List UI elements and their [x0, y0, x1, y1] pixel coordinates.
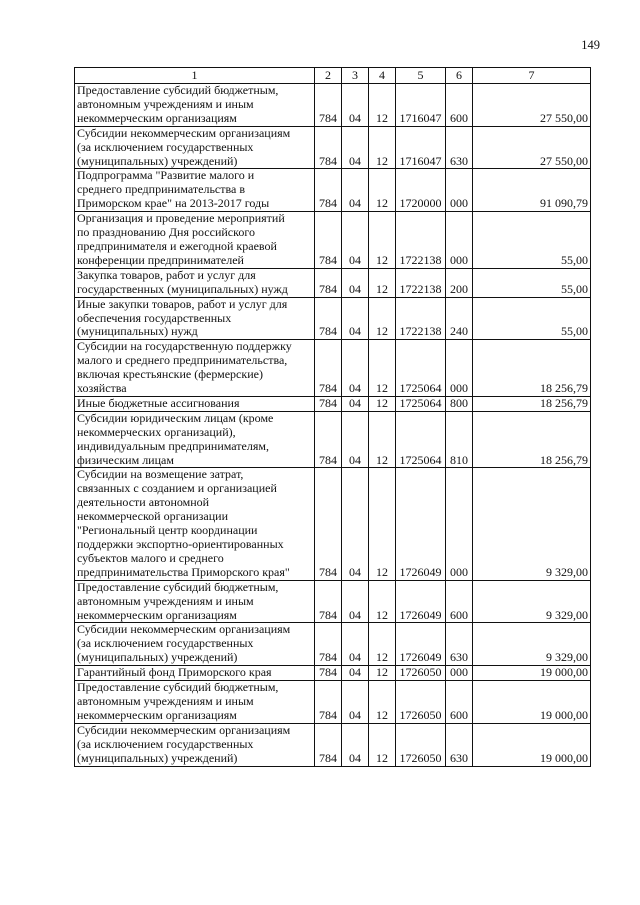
table-row — [75, 468, 591, 580]
item-name-line: некоммерческим организациям — [77, 707, 237, 722]
amount-cell: 55,00 — [473, 297, 591, 340]
item-name-line: (муниципальных) учреждений) — [77, 153, 238, 168]
item-name-cell — [75, 580, 315, 623]
admin-code-cell: 784 — [315, 268, 342, 297]
target-article-cell: 1722138 — [396, 297, 446, 340]
expense-type-cell: 240 — [446, 297, 473, 340]
subsection-cell: 12 — [369, 169, 396, 212]
admin-code-cell: 784 — [315, 396, 342, 411]
table-row — [75, 212, 591, 269]
item-name-line: предпринимателя и ежегодной краевой — [77, 238, 277, 253]
item-name-line: связанных с созданием и организацией — [77, 481, 277, 496]
item-name-cell — [75, 396, 315, 411]
subsection-cell: 12 — [369, 580, 396, 623]
section-cell: 04 — [342, 169, 369, 212]
item-name-line: Гарантийный фонд Приморского края — [77, 665, 272, 680]
table-row — [75, 268, 591, 297]
section-cell: 04 — [342, 396, 369, 411]
admin-code-cell: 784 — [315, 580, 342, 623]
section-cell: 04 — [342, 268, 369, 297]
expense-type-cell: 600 — [446, 580, 473, 623]
amount-cell: 9 329,00 — [473, 580, 591, 623]
item-name-line: Субсидии некоммерческим организациям — [77, 723, 291, 737]
item-name-line: Предоставление субсидий бюджетным, — [77, 680, 279, 695]
item-name-cell — [75, 411, 315, 468]
admin-code-cell: 784 — [315, 681, 342, 724]
subsection-cell: 12 — [369, 396, 396, 411]
expense-type-cell: 000 — [446, 666, 473, 681]
section-cell: 04 — [342, 681, 369, 724]
amount-cell: 9 329,00 — [473, 468, 591, 580]
expense-type-cell: 810 — [446, 411, 473, 468]
section-cell: 04 — [342, 580, 369, 623]
target-article-cell: 1726049 — [396, 623, 446, 666]
item-name-cell — [75, 468, 315, 580]
amount-cell: 18 256,79 — [473, 411, 591, 468]
amount-cell: 27 550,00 — [473, 84, 591, 127]
target-article-cell: 1716047 — [396, 126, 446, 169]
item-name-line: физическим лицам — [77, 452, 174, 467]
item-name-line: Предоставление субсидий бюджетным, — [77, 580, 279, 594]
item-name-line: включая крестьянские (фермерские) — [77, 367, 263, 382]
amount-cell: 19 000,00 — [473, 723, 591, 766]
target-article-cell: 1716047 — [396, 84, 446, 127]
target-article-cell: 1726049 — [396, 580, 446, 623]
subsection-cell: 12 — [369, 297, 396, 340]
item-name-cell — [75, 84, 315, 127]
item-name-line: хозяйства — [77, 381, 127, 396]
table-row — [75, 666, 591, 681]
expense-type-cell: 600 — [446, 681, 473, 724]
item-name-line: (муниципальных) нужд — [77, 324, 198, 339]
amount-cell: 91 090,79 — [473, 169, 591, 212]
expense-type-cell: 200 — [446, 268, 473, 297]
section-cell: 04 — [342, 411, 369, 468]
item-name-line: Подпрограмма "Развитие малого и — [77, 168, 255, 183]
admin-code-cell: 784 — [315, 468, 342, 580]
expense-type-cell: 000 — [446, 468, 473, 580]
item-name-line: (муниципальных) учреждений) — [77, 650, 238, 665]
subsection-cell: 12 — [369, 723, 396, 766]
item-name-cell — [75, 268, 315, 297]
item-name-cell — [75, 297, 315, 340]
admin-code-cell: 784 — [315, 666, 342, 681]
subsection-cell: 12 — [369, 623, 396, 666]
admin-code-cell: 784 — [315, 84, 342, 127]
amount-cell: 18 256,79 — [473, 396, 591, 411]
table-row — [75, 297, 591, 340]
section-cell: 04 — [342, 666, 369, 681]
header-cell-4: 4 — [369, 68, 396, 84]
item-name-cell — [75, 623, 315, 666]
section-cell: 04 — [342, 126, 369, 169]
budget-table — [74, 67, 591, 767]
item-name-line: Субсидии юридическим лицам (кроме — [77, 411, 274, 425]
table-row — [75, 411, 591, 468]
item-name-line: (муниципальных) учреждений) — [77, 750, 238, 765]
section-cell: 04 — [342, 623, 369, 666]
target-article-cell: 1725064 — [396, 340, 446, 397]
table-row — [75, 623, 591, 666]
item-name-line: Субсидии некоммерческим организациям — [77, 126, 291, 140]
header-cell-6: 6 — [446, 68, 473, 84]
item-name-line: Организация и проведение мероприятий — [77, 211, 285, 226]
amount-cell: 55,00 — [473, 212, 591, 269]
item-name-line: поддержки экспортно-ориентированных — [77, 537, 284, 551]
section-cell: 04 — [342, 723, 369, 766]
item-name-cell — [75, 126, 315, 169]
admin-code-cell: 784 — [315, 411, 342, 468]
item-name-line: индивидуальным предпринимателям, — [77, 438, 269, 453]
item-name-cell — [75, 340, 315, 397]
item-name-cell — [75, 681, 315, 724]
table-body — [75, 68, 591, 767]
section-cell: 04 — [342, 340, 369, 397]
table-row — [75, 126, 591, 169]
page-number: 149 — [581, 38, 600, 52]
section-cell: 04 — [342, 212, 369, 269]
item-name-cell — [75, 212, 315, 269]
amount-cell: 9 329,00 — [473, 623, 591, 666]
expense-type-cell: 630 — [446, 723, 473, 766]
expense-type-cell: 600 — [446, 84, 473, 127]
item-name-line: некоммерческих организаций), — [77, 424, 236, 439]
subsection-cell: 12 — [369, 126, 396, 169]
item-name-cell — [75, 723, 315, 766]
subsection-cell: 12 — [369, 268, 396, 297]
table-row — [75, 84, 591, 127]
subsection-cell: 12 — [369, 468, 396, 580]
item-name-line: (за исключением государственных — [77, 736, 254, 751]
item-name-cell — [75, 169, 315, 212]
header-cell-3: 3 — [342, 68, 369, 84]
subsection-cell: 12 — [369, 340, 396, 397]
target-article-cell: 1725064 — [396, 411, 446, 468]
target-article-cell: 1726050 — [396, 666, 446, 681]
target-article-cell: 1726050 — [396, 723, 446, 766]
section-cell: 04 — [342, 297, 369, 340]
table-row — [75, 396, 591, 411]
admin-code-cell: 784 — [315, 212, 342, 269]
admin-code-cell: 784 — [315, 723, 342, 766]
target-article-cell: 1726050 — [396, 681, 446, 724]
header-cell-1: 1 — [75, 68, 315, 84]
item-name-line: Предоставление субсидий бюджетным, — [77, 83, 279, 97]
item-name-line: некоммерческим организациям — [77, 110, 237, 125]
item-name-line: малого и среднего предпринимательства, — [77, 353, 288, 368]
item-name-line: некоммерческим организациям — [77, 607, 237, 622]
header-cell-7: 7 — [473, 68, 591, 84]
amount-cell: 55,00 — [473, 268, 591, 297]
header-cell-2: 2 — [315, 68, 342, 84]
item-name-line: Субсидии некоммерческим организациям — [77, 622, 291, 637]
section-cell: 04 — [342, 84, 369, 127]
expense-type-cell: 000 — [446, 340, 473, 397]
item-name-line: Иные бюджетные ассигнования — [77, 396, 240, 410]
amount-cell: 19 000,00 — [473, 666, 591, 681]
item-name-line: по празднованию Дня российского — [77, 225, 255, 240]
target-article-cell: 1725064 — [396, 396, 446, 411]
item-name-line: Субсидии на возмещение затрат, — [77, 467, 244, 482]
amount-cell: 27 550,00 — [473, 126, 591, 169]
item-name-line: Приморском крае" на 2013-2017 годы — [77, 196, 270, 211]
target-article-cell: 1722138 — [396, 268, 446, 297]
admin-code-cell: 784 — [315, 297, 342, 340]
item-name-cell — [75, 666, 315, 681]
admin-code-cell: 784 — [315, 340, 342, 397]
item-name-line: (за исключением государственных — [77, 636, 254, 651]
target-article-cell: 1720000 — [396, 169, 446, 212]
admin-code-cell: 784 — [315, 623, 342, 666]
item-name-line: некоммерческой организации — [77, 509, 229, 524]
target-article-cell: 1726049 — [396, 468, 446, 580]
amount-cell: 19 000,00 — [473, 681, 591, 724]
item-name-line: предпринимательства Приморского края" — [77, 564, 290, 579]
table-row — [75, 580, 591, 623]
amount-cell: 18 256,79 — [473, 340, 591, 397]
item-name-line: "Региональный центр координации — [77, 523, 258, 538]
table-row — [75, 340, 591, 397]
expense-type-cell: 800 — [446, 396, 473, 411]
expense-type-cell: 000 — [446, 212, 473, 269]
expense-type-cell: 630 — [446, 126, 473, 169]
item-name-line: Субсидии на государственную поддержку — [77, 339, 292, 354]
admin-code-cell: 784 — [315, 126, 342, 169]
item-name-line: обеспечения государственных — [77, 310, 232, 325]
item-name-line: Иные закупки товаров, работ и услуг для — [77, 297, 288, 311]
item-name-line: среднего предпринимательства в — [77, 182, 245, 197]
subsection-cell: 12 — [369, 411, 396, 468]
item-name-line: государственных (муниципальных) нужд — [77, 281, 288, 296]
expense-type-cell: 000 — [446, 169, 473, 212]
subsection-cell: 12 — [369, 84, 396, 127]
subsection-cell: 12 — [369, 666, 396, 681]
subsection-cell: 12 — [369, 212, 396, 269]
expense-type-cell: 630 — [446, 623, 473, 666]
subsection-cell: 12 — [369, 681, 396, 724]
item-name-line: автономным учреждениям и иным — [77, 693, 254, 708]
item-name-line: деятельности автономной — [77, 495, 210, 510]
table-row — [75, 169, 591, 212]
header-cell-5: 5 — [396, 68, 446, 84]
item-name-line: Закупка товаров, работ и услуг для — [77, 268, 256, 282]
item-name-line: автономным учреждениям и иным — [77, 96, 254, 111]
item-name-line: автономным учреждениям и иным — [77, 593, 254, 608]
table-row — [75, 723, 591, 766]
admin-code-cell: 784 — [315, 169, 342, 212]
item-name-line: субъектов малого и среднего — [77, 550, 224, 565]
item-name-line: конференции предпринимателей — [77, 252, 244, 267]
item-name-line: (за исключением государственных — [77, 139, 254, 154]
section-cell: 04 — [342, 468, 369, 580]
table-header-row — [75, 68, 591, 84]
target-article-cell: 1722138 — [396, 212, 446, 269]
table-row — [75, 681, 591, 724]
